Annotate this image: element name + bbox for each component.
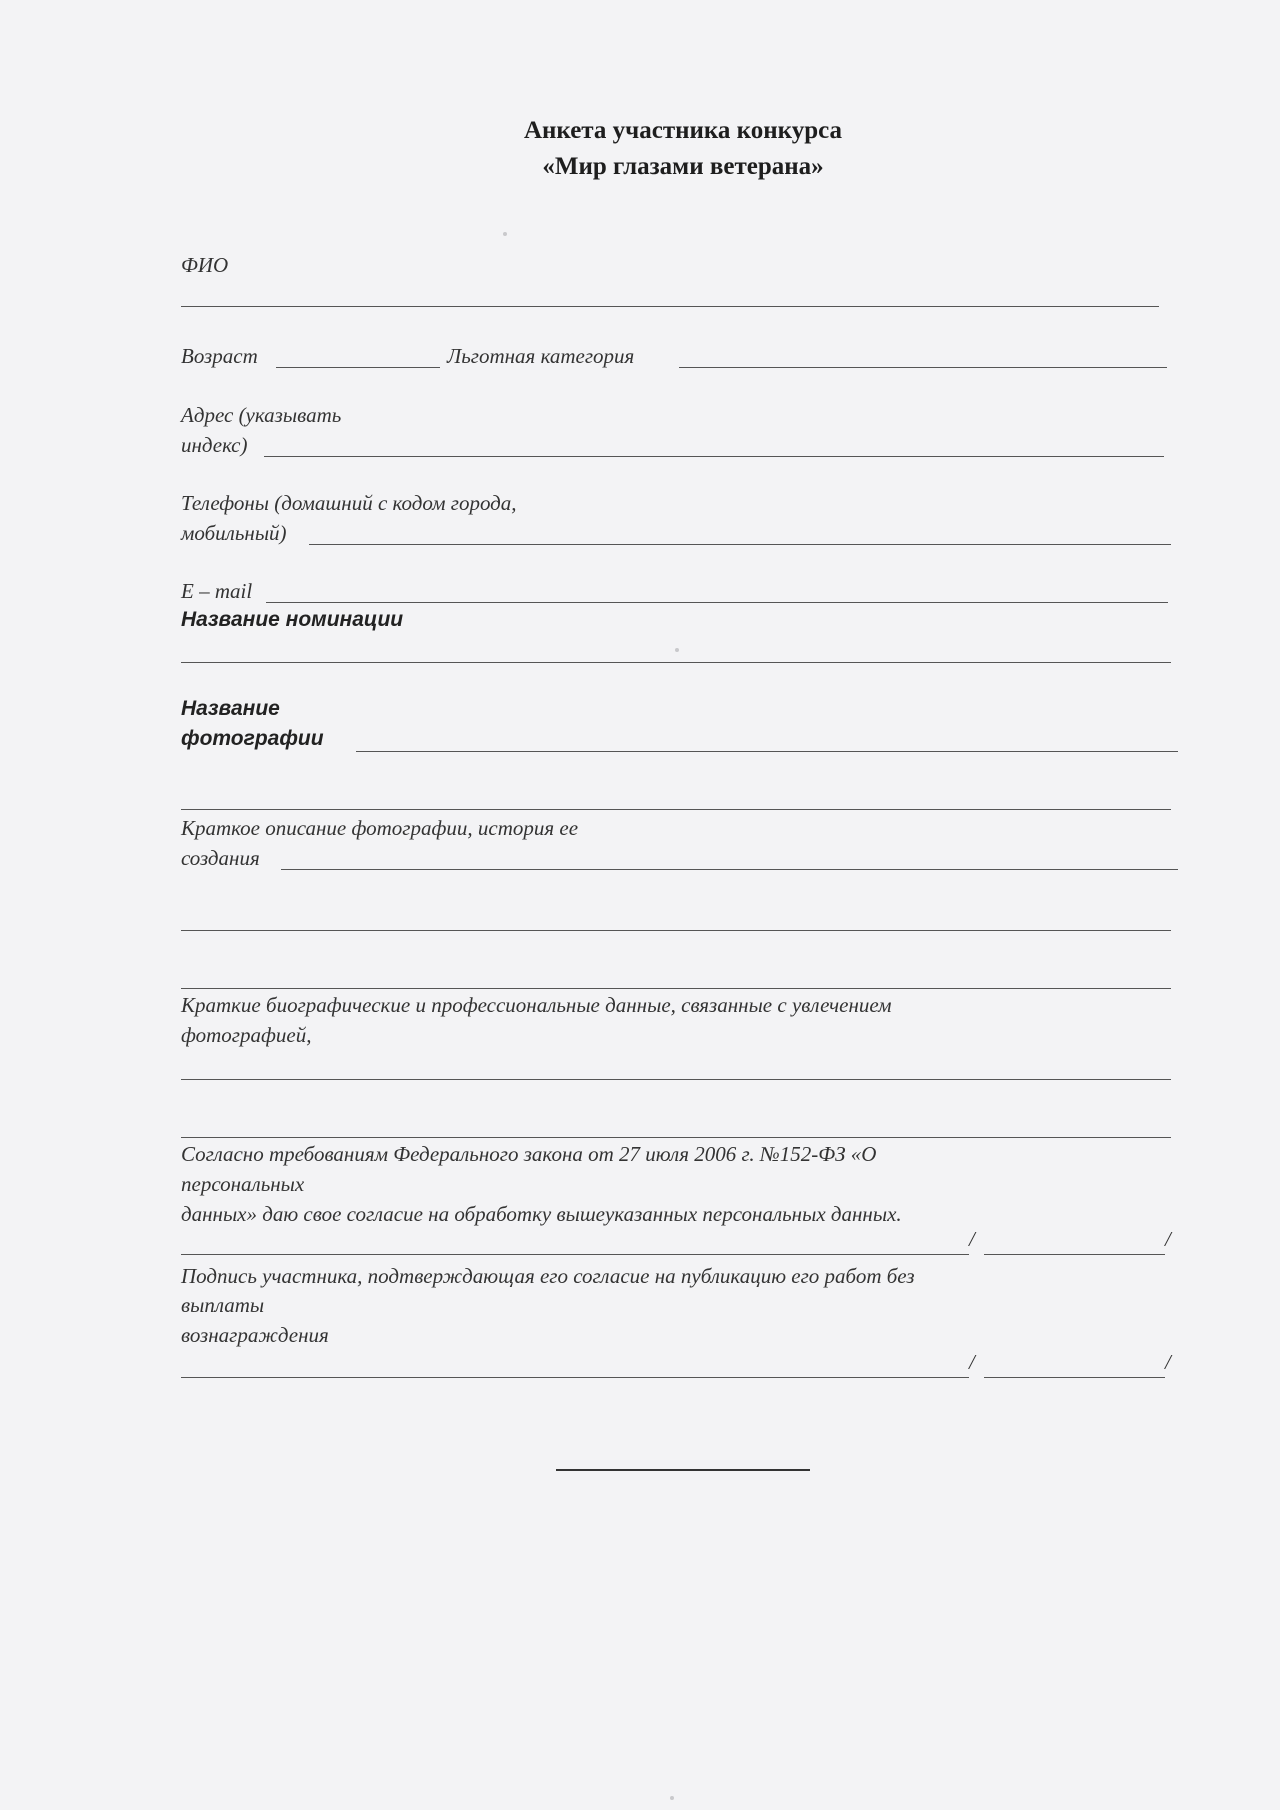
signature-slash-1: / (969, 1350, 975, 1374)
bottom-separator (556, 1469, 810, 1471)
address-label-line-2: индекс) (181, 433, 248, 457)
consent-text-line-2: персональных (181, 1172, 305, 1196)
form-title-line-2: «Мир глазами ветерана» (542, 153, 824, 180)
signature-text-line-1: Подпись участника, подтверждающая его согласие на публикацию его работ без (181, 1264, 915, 1288)
phones-label-line-2: мобильный) (181, 521, 287, 545)
category-field-line[interactable] (679, 367, 1167, 368)
phones-field-line[interactable] (309, 544, 1171, 545)
category-label: Льготная категория (447, 344, 635, 368)
form-title (0, 113, 1280, 185)
consent-text-line-1: Согласно требованиям Федерального закона от 27 июля 2006 г. №152-ФЗ «О (181, 1142, 877, 1166)
phones-label-line-1: Телефоны (домашний с кодом города, (181, 491, 517, 515)
age-label: Возраст (181, 344, 258, 368)
bio-field-line[interactable] (181, 1079, 1171, 1080)
signature-name-line[interactable] (984, 1377, 1165, 1378)
signature-text-line-3: вознаграждения (181, 1323, 329, 1347)
bio-label-line-1: Краткие биографические и профессиональные данные, связанные с увлечением (181, 993, 892, 1017)
consent-slash-1: / (969, 1227, 975, 1251)
nomination-label: Название номинации (181, 608, 404, 631)
scan-speck (503, 232, 507, 236)
fio-label: ФИО (181, 253, 229, 277)
consent-name-line[interactable] (984, 1254, 1165, 1255)
description-label-line-1: Краткое описание фотографии, история ее (181, 816, 579, 840)
photo-title-label-line-1: Название (181, 697, 280, 720)
age-field-line[interactable] (276, 367, 440, 368)
bio-field-line-2[interactable] (181, 1137, 1171, 1138)
scan-speck (675, 648, 679, 652)
fio-field-line[interactable] (181, 306, 1159, 307)
description-field-line-2[interactable] (181, 930, 1171, 931)
address-field-line[interactable] (264, 456, 1164, 457)
address-label-line-1: Адрес (указывать (181, 403, 342, 427)
description-field-line-3[interactable] (181, 988, 1171, 989)
consent-slash-2: / (1165, 1227, 1171, 1251)
description-field-line[interactable] (281, 869, 1178, 870)
photo-title-label-line-2: фотографии (181, 727, 324, 750)
description-label-line-2: создания (181, 846, 260, 870)
email-label: E – mail (181, 579, 253, 603)
email-field-line[interactable] (266, 602, 1168, 603)
scan-speck (670, 1796, 674, 1800)
consent-signature-line[interactable] (181, 1254, 969, 1255)
consent-text-line-3: данных» даю свое согласие на обработку вышеуказанных персональных данных. (181, 1202, 902, 1226)
form-title-line-1: Анкета участника конкурса (523, 117, 843, 144)
signature-line[interactable] (181, 1377, 969, 1378)
bio-label-line-2: фотографией, (181, 1023, 312, 1047)
photo-title-field-line[interactable] (356, 751, 1178, 752)
signature-slash-2: / (1165, 1350, 1171, 1374)
nomination-field-line[interactable] (181, 662, 1171, 663)
photo-title-field-line-2[interactable] (181, 809, 1171, 810)
signature-text-line-2: выплаты (181, 1293, 265, 1317)
